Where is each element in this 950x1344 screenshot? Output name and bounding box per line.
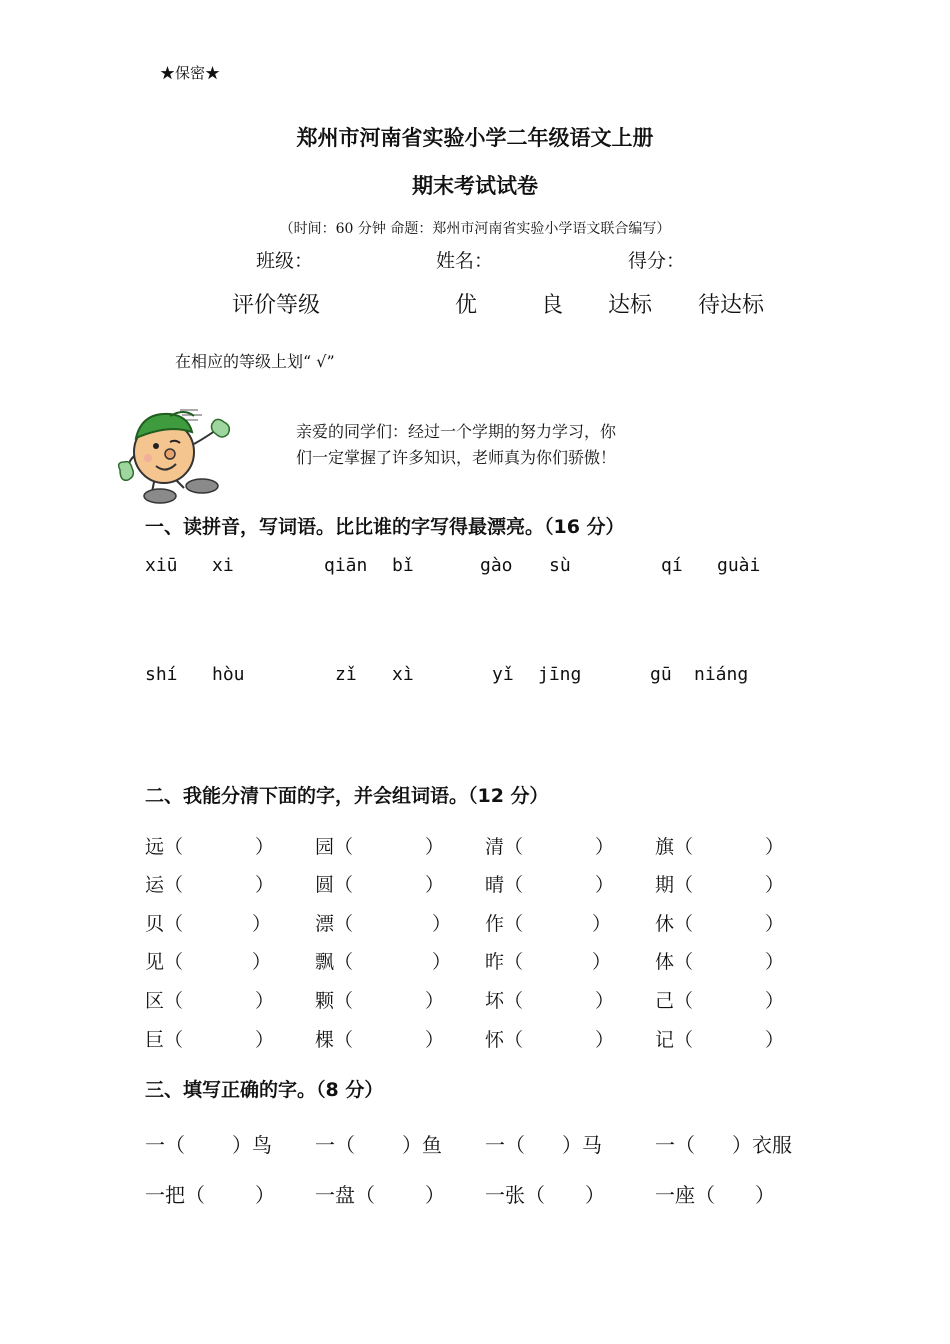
grade-instruction: 在相应的等级上划“ √” xyxy=(175,352,335,371)
close-paren: ） xyxy=(252,913,272,935)
close-paren: ） xyxy=(595,990,615,1012)
pinyin: guài xyxy=(717,555,761,576)
char-item: 漂（ xyxy=(315,913,354,935)
pinyin: gū xyxy=(650,664,672,685)
grade-pass: 达标 xyxy=(608,293,653,318)
char-item: 区（ xyxy=(145,990,184,1012)
pinyin: shí xyxy=(145,664,178,685)
char-item: 见（ xyxy=(145,951,184,973)
char-item: 清（ xyxy=(485,836,524,858)
close-paren: ） xyxy=(252,951,272,973)
fill-item-prefix: 一（ xyxy=(655,1133,695,1157)
pinyin: bǐ xyxy=(392,555,414,576)
close-paren: ） xyxy=(595,1029,615,1051)
char-item: 贝（ xyxy=(145,913,184,935)
close-paren: ） xyxy=(255,990,275,1012)
close-paren: ） xyxy=(765,1029,785,1051)
char-item: 体（ xyxy=(655,951,694,973)
close-paren: ） xyxy=(255,1029,275,1051)
grade-excellent: 优 xyxy=(455,293,478,318)
fill-item-suffix: ） xyxy=(425,1183,445,1207)
pinyin: yǐ xyxy=(492,664,514,685)
fill-item-suffix: ）鱼 xyxy=(402,1133,442,1157)
close-paren: ） xyxy=(255,836,275,858)
close-paren: ） xyxy=(432,913,452,935)
char-item: 棵（ xyxy=(315,1029,354,1051)
fill-item-suffix: ） xyxy=(255,1183,275,1207)
close-paren: ） xyxy=(592,951,612,973)
fill-item-suffix: ） xyxy=(755,1183,775,1207)
close-paren: ） xyxy=(425,1029,445,1051)
close-paren: ） xyxy=(765,913,785,935)
pinyin: zǐ xyxy=(335,664,357,685)
section2-title: 二、我能分清下面的字，并会组词语。（12 分） xyxy=(145,785,549,807)
fill-item-prefix: 一（ xyxy=(145,1133,185,1157)
fill-item-suffix: ） xyxy=(585,1183,605,1207)
fill-item-prefix: 一把（ xyxy=(145,1183,205,1207)
cartoon-mascot-icon xyxy=(112,402,242,508)
pinyin: qí xyxy=(661,555,683,576)
close-paren: ） xyxy=(255,874,275,896)
pinyin: hòu xyxy=(212,664,245,685)
fill-item-suffix: ）马 xyxy=(562,1133,602,1157)
char-item: 己（ xyxy=(655,990,694,1012)
fill-item-suffix: ）衣服 xyxy=(732,1133,792,1157)
secret-mark: ★保密★ xyxy=(160,64,221,82)
grade-title: 评价等级 xyxy=(232,293,321,318)
char-item: 记（ xyxy=(655,1029,694,1051)
char-item: 巨（ xyxy=(145,1029,184,1051)
char-item: 飘（ xyxy=(315,951,354,973)
char-item: 坏（ xyxy=(485,990,524,1012)
close-paren: ） xyxy=(425,990,445,1012)
pinyin: qiān xyxy=(324,555,368,576)
exam-title: 郑州市河南省实验小学二年级语文上册 xyxy=(296,126,654,150)
close-paren: ） xyxy=(765,951,785,973)
char-item: 昨（ xyxy=(485,951,524,973)
char-item: 休（ xyxy=(655,913,694,935)
pinyin: sù xyxy=(549,555,571,576)
char-item: 旗（ xyxy=(655,836,694,858)
greeting-line-2: 们一定掌握了许多知识，老师真为你们骄傲！ xyxy=(296,448,617,467)
close-paren: ） xyxy=(765,874,785,896)
grade-good: 良 xyxy=(541,293,564,318)
char-item: 园（ xyxy=(315,836,354,858)
char-item: 晴（ xyxy=(485,874,524,896)
close-paren: ） xyxy=(425,836,445,858)
exam-info: （时间：60 分钟 命题：郑州市河南省实验小学语文联合编写） xyxy=(279,221,671,237)
class-label: 班级： xyxy=(256,250,314,272)
fill-item-prefix: 一座（ xyxy=(655,1183,715,1207)
char-item: 远（ xyxy=(145,836,184,858)
exam-subtitle: 期末考试试卷 xyxy=(412,174,538,198)
close-paren: ） xyxy=(595,874,615,896)
close-paren: ） xyxy=(425,874,445,896)
section1-title: 一、读拼音，写词语。比比谁的字写得最漂亮。（16 分） xyxy=(145,516,625,538)
close-paren: ） xyxy=(765,836,785,858)
fill-item-prefix: 一（ xyxy=(315,1133,355,1157)
score-label: 得分： xyxy=(628,250,686,272)
char-item: 运（ xyxy=(145,874,184,896)
greeting-line-1: 亲爱的同学们：经过一个学期的努力学习，你 xyxy=(296,422,617,441)
pinyin: niáng xyxy=(694,664,749,685)
pinyin: xiū xyxy=(145,555,178,576)
pinyin: gào xyxy=(480,555,513,576)
fill-item-suffix: ）鸟 xyxy=(232,1133,272,1157)
fill-item-prefix: 一（ xyxy=(485,1133,525,1157)
close-paren: ） xyxy=(595,836,615,858)
close-paren: ） xyxy=(765,990,785,1012)
pinyin: xi xyxy=(212,555,234,576)
close-paren: ） xyxy=(592,913,612,935)
pinyin: jīng xyxy=(538,664,582,685)
char-item: 作（ xyxy=(485,913,524,935)
close-paren: ） xyxy=(432,951,452,973)
fill-item-prefix: 一张（ xyxy=(485,1183,545,1207)
char-item: 怀（ xyxy=(485,1029,524,1051)
char-item: 期（ xyxy=(655,874,694,896)
section3-title: 三、填写正确的字。（8 分） xyxy=(145,1079,384,1101)
char-item: 颗（ xyxy=(315,990,354,1012)
char-item: 圆（ xyxy=(315,874,354,896)
fill-item-prefix: 一盘（ xyxy=(315,1183,375,1207)
name-label: 姓名： xyxy=(436,250,494,272)
grade-needs-work: 待达标 xyxy=(698,293,765,318)
pinyin: xì xyxy=(392,664,414,685)
